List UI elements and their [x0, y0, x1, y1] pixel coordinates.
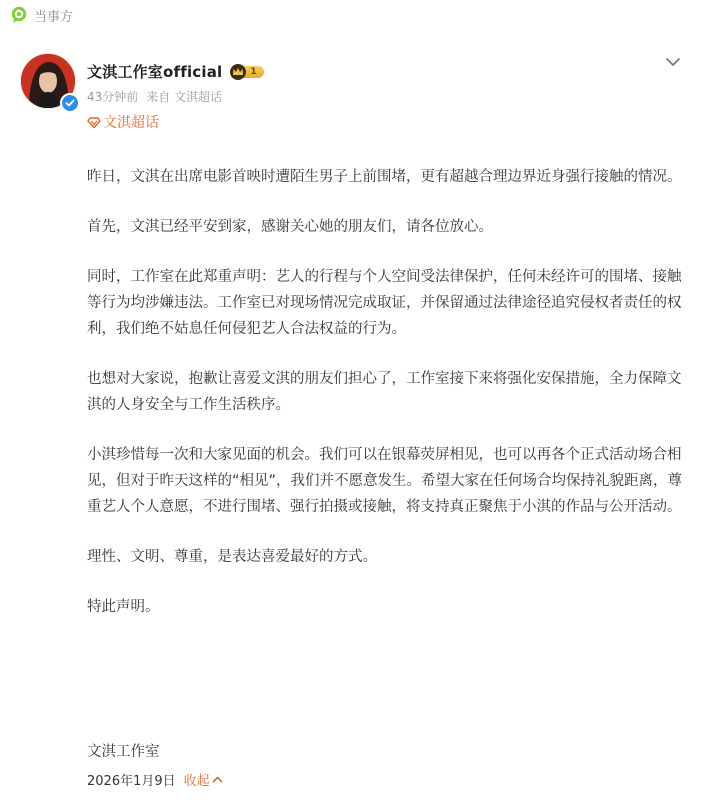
topic-tag-label: 文淇超话 — [103, 115, 159, 131]
paragraph: 理性、文明、尊重，是表达喜爱最好的方式。 — [87, 549, 377, 565]
post-meta — [87, 88, 222, 105]
paragraph: 首先，文淇已经平安到家，感谢关心她的朋友们，请各位放心。 — [87, 219, 493, 235]
signature: 文淇工作室 — [87, 744, 160, 760]
name-row — [87, 61, 264, 82]
paragraph: 小淇珍惜每一次和大家见面的机会。我们可以在银幕荧屏相见，也可以再各个正式活动场合相见，但对于昨天这样的“相见”，我们并不愿意发生。希望大家在任何场合均保持礼貌距离，尊重艺人个人意愿，不进行围堵、强行拍摄或接触，将支持真正聚焦于小淇的作品与公开活动。 — [87, 447, 683, 515]
chevron-up-icon — [212, 774, 223, 785]
chevron-down-icon[interactable] — [664, 53, 682, 71]
topic-tag[interactable] — [87, 112, 159, 132]
collapse-label: 收起 — [183, 774, 210, 789]
post-time[interactable]: 43分钟前 — [87, 90, 139, 104]
post-header — [20, 53, 682, 113]
post-body — [87, 164, 685, 620]
avatar[interactable] — [20, 53, 76, 109]
paragraph: 昨日，文淇在出席电影首映时遭陌生男子上前围堵，更有超越合理边界近身强行接触的情况。 — [87, 169, 682, 185]
collapse-button[interactable] — [184, 770, 223, 789]
post-source[interactable]: 来自 文淇超话 — [146, 90, 223, 104]
verified-icon — [60, 93, 80, 113]
post-date: 2026年1月9日 — [87, 774, 176, 789]
diamond-icon — [87, 115, 101, 129]
paragraph: 特此声明。 — [87, 599, 160, 615]
user-name[interactable]: 文淇工作室official — [87, 63, 223, 81]
post-footer — [87, 770, 223, 789]
level-number: 1 — [242, 66, 263, 78]
level-badge[interactable] — [230, 63, 263, 81]
paragraph: 同时，工作室在此郑重声明：艺人的行程与个人空间受法律保护，任何未经许可的围堵、接触等行为均涉嫌违法。工作室已对现场情况完成取证，并保留通过法律途径追究侵权者责任的权利，我们绝不姑息任何侵犯艺人合法权益的行为。 — [87, 269, 682, 337]
party-label: 当事方 — [34, 9, 74, 25]
party-bar — [10, 5, 73, 25]
chat-bubble-icon — [10, 6, 28, 24]
paragraph: 也想对大家说，抱歉让喜爱文淇的朋友们担心了，工作室接下来将强化安保措施，全力保障文淇的人身安全与工作生活秩序。 — [87, 371, 682, 413]
crown-icon — [230, 64, 246, 80]
